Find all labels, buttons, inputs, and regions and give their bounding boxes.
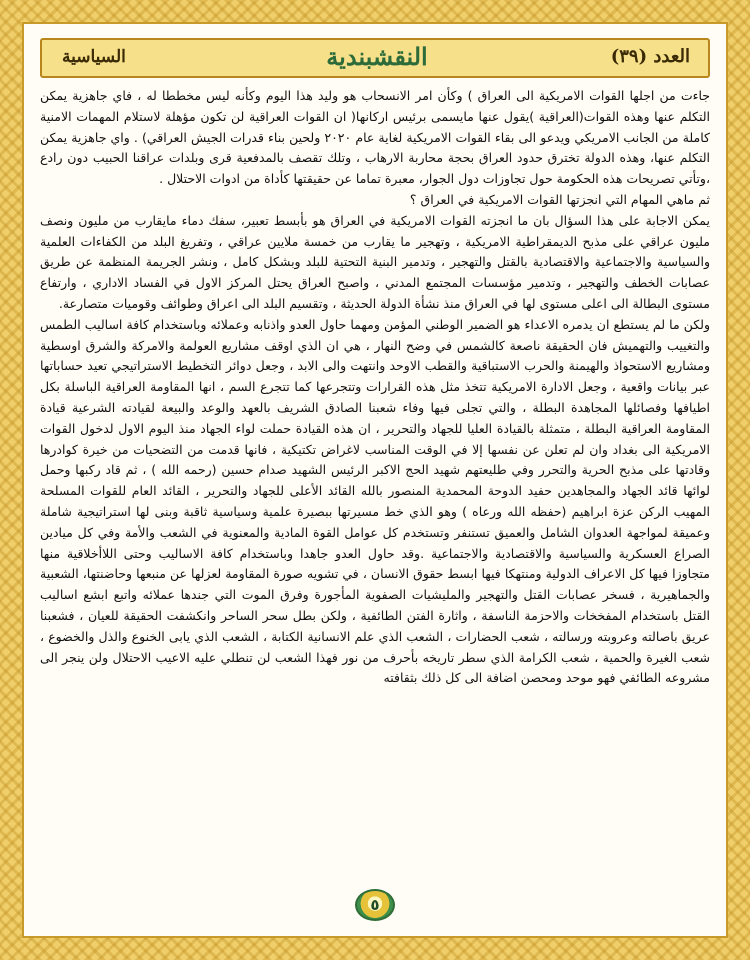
section-title: السياسية	[62, 47, 126, 67]
article-paragraph: ولكن ما لم يستطع ان يدمره الاعداء هو الضمير الوطني المؤمن ومهما حاول العدو واذنابه وعملائه وباستخدام كافة اساليب الطمس والتغييب والتهميش فان الحقيقة ناصعة كالشمس في وضح النهار ، هي ان الذي اوقف مشاريع العولمة والامركة والشرق اوسطية ومشاريع الاستحواذ والهيمنة والحرب الاستباقية والقطب الاوحد وانتهت والى الابد ، وجعل دوائر التخطيط الاستراتيجي تعيد حساباتها عبر بيانات واقعية ، وجعل الادارة الامريكية تتخذ مثل هذه القرارات وتتجرعها كما تتجرع السم ، انها المقاومة العراقية الباسلة بكل اطيافها وفصائلها المجاهدة البطلة ، والتي تجلى فيها وفاء شعبنا الصادق الشريف بالعهد والوعد والبيعة لقيادته الشرعية قيادة المقاومة العراقية البطلة ، متمثلة بالقيادة العليا للجهاد والتحرير ، ان هذه القيادة حملت لواء الجهاد منذ اليوم الاول لدخول القوات الامريكية الى بغداد وان لم تعلن عن نفسها إلا في الوقت المناسب لاغراض تكتيكية ، فانها قدمت من التضحيات من خيرة كوادرها وقادتها على مذبح الحرية والتحرر وفي طليعتهم شهيد الحج الاكبر الرئيس الشهيد صدام حسين (رحمه الله ) ، ثم قاد ركبها وحمل لوائها قائد الجهاد والمجاهدين حفيد الدوحة المحمدية المنصور بالله القائد الأعلى للجهاد والتحرير ، القائد العام للقوات المسلحة المهيب الركن عزة ابراهيم (حفظه الله ورعاه ) وهو الذي خط مسيرتها ببصيرة علمية وسياسية ثاقبة وبنى لها استراتيجية شاملة وعميقة لمواجهة العدوان الشامل والعميق تستنفر وتستخدم كل عوامل القوة المادية والمعنوية في الشعب والأمة وفي كل ميادين الصراع العسكرية والسياسية والاقتصادية والاجتماعية .وقد حاول العدو جاهدا وباستخدام كافة الاساليب وحتى اللاأخلاقية منها متجاوزا فيها كل الاعراف الدولية ومنتهكا فيها ابسط حقوق الانسان ، في تشويه صورة المقاومة لعزلها عن منبعها وحاضنتها، الشعبية والجماهيرية ، فسخر عصابات القتل والتهجير والمليشيات الصفوية المأجورة وفرق الموت التي جندها عملائه واتبع ابشع اساليب القتل باستخدام المفخخات والاحزمة الناسفة ، واثارة الفتن الطائفية ، ولكن بطل سحر الساحر وانكشفت الحقيقة للعيان ، فشعبنا عريق باصالته وعروبته ورسالته ، شعب الحضارات ، الشعب الذي علم الانسانية الكتابة ، الشعب الذي يابى الخنوع والذل والخضوع ، شعب الغيرة والحمية ، شعب الكرامة الذي سطر تاريخه بأحرف من نور فهذا الشعب لن تنطلي عليه الاعيب الاحتلال ولن ينجر الى مشروعه الطائفي فهو موحد ومحصن اضافة الى كل ذلك بثقافته	[40, 316, 710, 686]
issue-number: العدد (٣٩)	[610, 46, 690, 67]
article-paragraph: يمكن الاجابة على هذا السؤال بان ما انجزته القوات الامريكية في العراق هو بأبسط تعبير، سفك دماء مايقارب من مليون ونصف مليون عراقي على مذبح الديمقراطية الامريكية ، وتهجير ما يقارب من خمسة ملايين عراقي ، وتفريغ البلد من الكفاءات العلمية والسياسية والاجتماعية والاقتصادية بالقتل والتهجير ، وتدمير البنية التحتية للبلد وبشكل كامل ، ونشر الجريمة المنظمة عن طريق عصابات الخطف والتهجير ، وتدمير مؤسسات المجتمع المدني ، واصبح العراق يحتل المركز الاول في الفساد الاداري ، وارتفاع مستوى البطالة الى اعلى مستوى لها في العراق منذ نشأة الدولة الحديثة ، وتقسيم البلد الى اعراق وطوائف وقوميات متصارعة.	[40, 212, 710, 311]
page-number-badge	[355, 889, 395, 921]
page-header-banner	[40, 38, 710, 78]
article-paragraph: ثم ماهي المهام التي انجزتها القوات الامريكية في العراق ؟	[409, 191, 710, 207]
magazine-title: النقشبندية	[326, 42, 428, 71]
page-content-area	[22, 22, 728, 938]
page-number: ٥	[370, 896, 380, 914]
article-paragraph: جاءت من اجلها القوات الامريكية الى العراق ) وكأن امر الانسحاب هو وليد هذا اليوم وكأنه ليس مخططا له ، فاي جاهزية يمكن التكلم عنها وهذه القوات(العراقية )يقول عنها مايسمى برئيس اركانها( ان القوات العراقية لن تكون مؤهلة لاستلام المهمات الامنية كاملة من الجانب الامريكي ويدعو الى بقاء القوات الامريكية لغاية عام ٢٠٢٠ ولحين بناء قدرات الجيش العراقي) . واي جاهزية يمكن التكلم عنها، وهذه الدولة تخترق حدود العراق بحجة محاربة الارهاب ، وتلك تقصف بالمدفعية قرى وبلدات عراقنا الحبيب دون رادع ،وتأتي تصريحات هذه الحكومة حول تجاوزات دول الجوار، معبرة تماما عن حقيقتها كأداة من ادوات الاحتلال .	[40, 88, 710, 187]
article-body	[40, 86, 710, 886]
